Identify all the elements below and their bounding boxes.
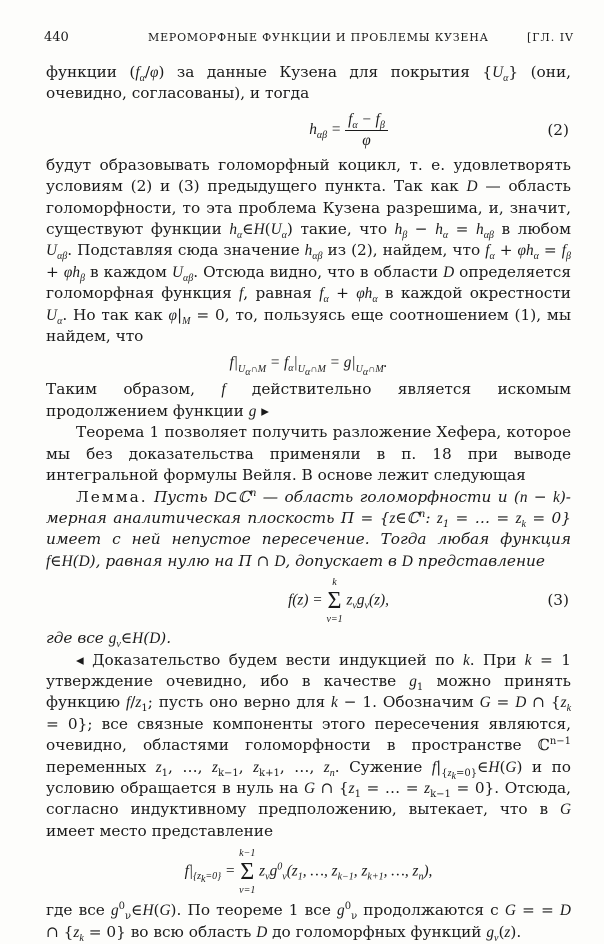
- page-header: [44, 30, 574, 50]
- lemma: Лемма. Пусть D⊂ℂ$^n$ — область голоморфности и (n − k)-мерная аналитическая плоскость Π = {z∈ℂ$^n$: $z_1$ = … = $z_k = 0$} имеет с ней непустое пересечение. Тогда любая функция f∈H(D), равная нулю на Π ∩ D, допускает в D представление: [46, 487, 571, 570]
- paragraph-4: Теорема 1 позволяет получить разложение Хефера, которое мы без доказательства применяли в п. 18 при выводе интегральной формулы Вейля. В основе лежит следующая: [46, 423, 571, 485]
- equation-2: $h_{\alpha\beta}$ = $\frac{f_\alpha - f_\beta}{\varphi}$ (2): [46, 105, 571, 155]
- equation-3: f(z) = k Σ ν=1 $z_\nu g_\nu(z)$, (3): [46, 572, 571, 628]
- page-body: [46, 62, 571, 943]
- paragraph-2: будут образовывать голоморфный коцикл, т. е. удовлетворять условиям (2) и (3) предыдущего пункта. Так как D — область голоморфности, то эта проблема Кузена разрешима, и, значит, существуют функции $h_\alpha\in H(U_\alpha)$ такие, что $h_\beta - h_\alpha = h_{\alpha\beta}$ в любом $U_{\alpha\beta}$. Подставляя сюда значение $h_{\alpha\beta}$ из (2), найдем, что $f_\alpha + \varphi h_\alpha = f_\beta + \varphi h_\beta$ в каждом $U_{\alpha\beta}$. Отсюда видно, что в области D определяется голоморфная функция f, равная $f_\alpha + \varphi h_\alpha$ в каждой окрестности $U_\alpha$. Но так как $\varphi|_M = 0$, то, пользуясь еще соотношением (1), мы найдем, что: [46, 155, 572, 346]
- proof: ◂ Доказательство будем вести индукцией по k. При k = 1 утверждение очевидно, ибо в качестве $g_1$ можно принять функцию $f/z_1$; пусть оно верно для k − 1. Обозначим G = D ∩ $\{z_k = 0\}$; все связные компоненты этого пересечения являются, очевидно, областями голоморфности в пространстве ℂ$^{n-1}$ переменных $z_1$, …, $z_{k-1}$, $z_{k+1}$, …, $z_n$. Сужение $f|_{\{z_k=0\}}\in H(G)$ и по условию обращается в нуль на G ∩ {$z_1$ = … = $z_{k-1} = 0$}. Отсюда, согласно индуктивному предположению, вытекает, что в G имеет место представление: [46, 650, 572, 840]
- page-number: 440: [44, 30, 69, 45]
- running-title: МЕРОМОРФНЫЕ ФУНКЦИИ И ПРОБЛЕМЫ КУЗЕНА: [148, 31, 489, 44]
- equation-4: $f|_{\{z_k=0\}}$ = k−1 Σ ν=1 $z_\nu g^0_\nu(z_1$, …, $z_{k-1}$, $z_{k+1}$, …, $z_n$),: [184, 847, 433, 896]
- equation-restriction: $f|_{U_\alpha\cap M} = f_\alpha|_{U_\alpha\cap M} = g|_{U_\alpha\cap M}$.: [229, 354, 388, 378]
- final-paragraph: где все $g^0_\nu\in H(G)$. По теореме 1 все $g^0_\nu$ продолжаются с G = = D ∩ $\{z_k = 0\}$ во всю область D до голоморфных функций $g_\nu(z)$.: [46, 901, 571, 944]
- paragraph-1: функции $(f_\alpha/\varphi)$ за данные Кузена для покрытия $\{U_\alpha\}$ (они, очевидно, согласованы), и тогда: [46, 63, 571, 103]
- chapter-label: [ГЛ. IV: [526, 31, 574, 44]
- equation-number-2: (2): [547, 120, 569, 139]
- equation-number-3: (3): [547, 591, 569, 610]
- paragraph-3: Таким образом, f действительно является искомым продолжением функции g ▸: [46, 380, 571, 420]
- lemma-end: где все $g_\nu\in H(D)$.: [46, 629, 172, 651]
